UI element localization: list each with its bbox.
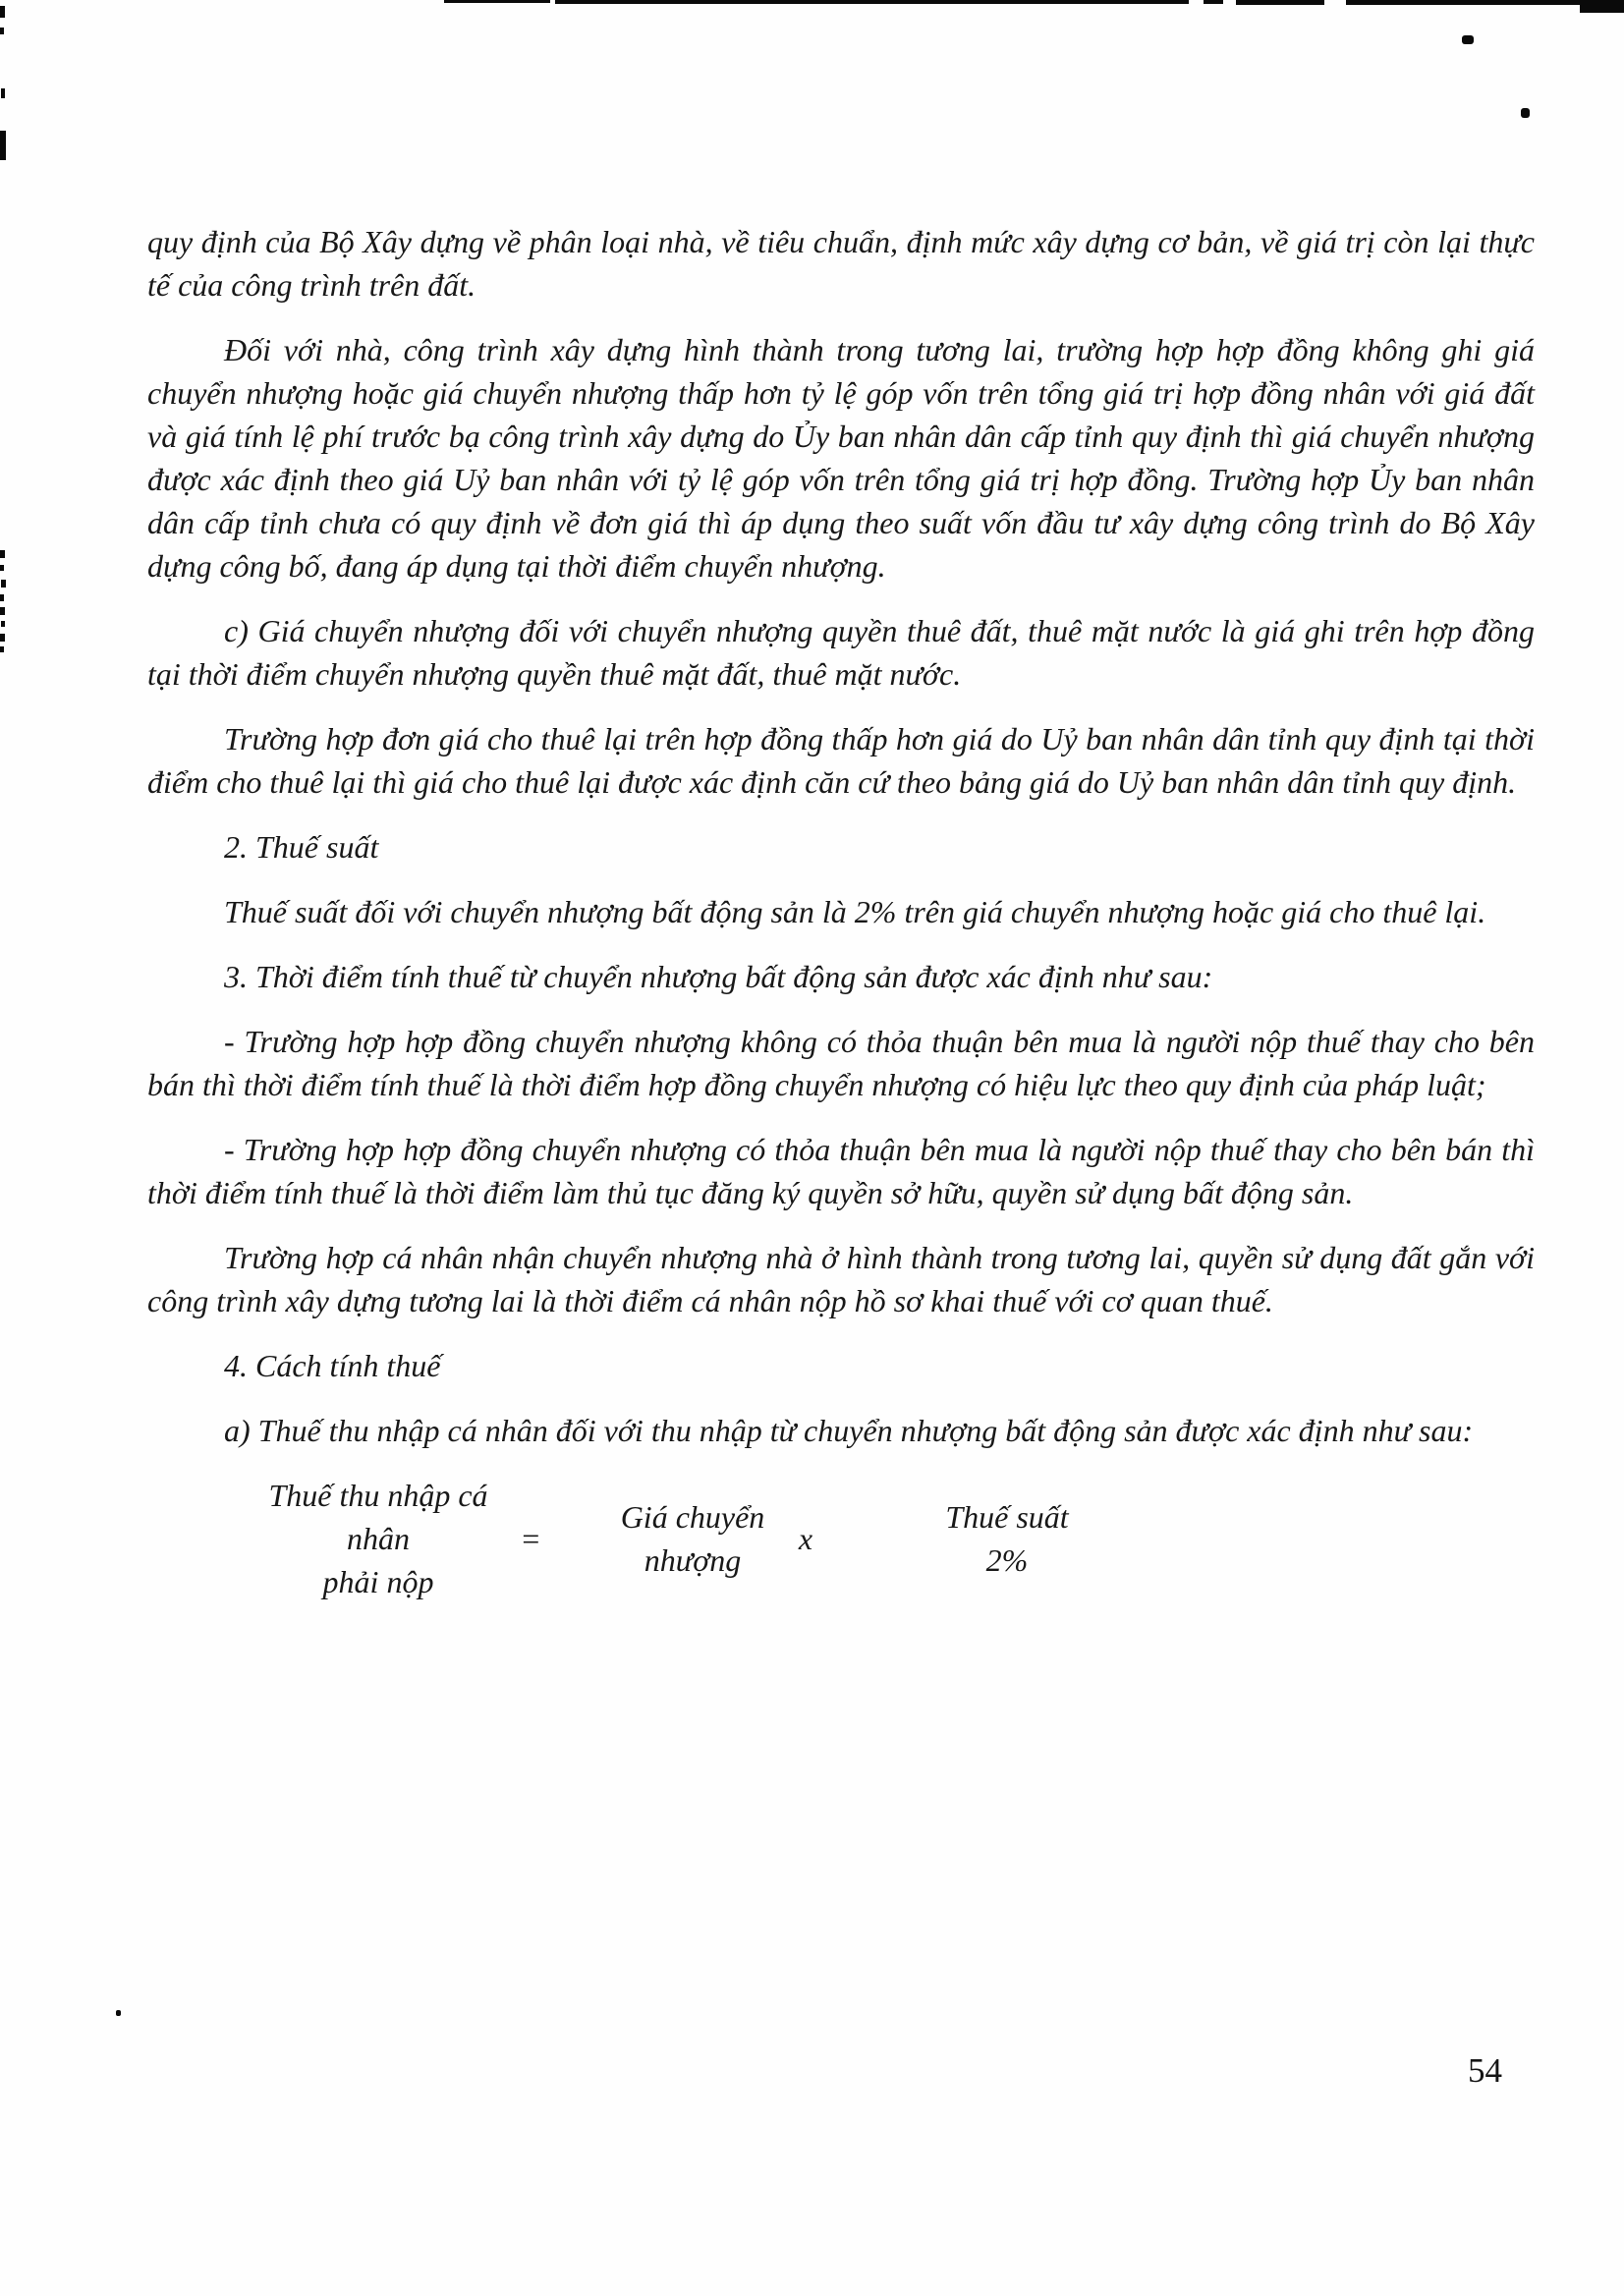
- scan-artifact-edge: [0, 594, 4, 601]
- scan-artifact-top-line: [1346, 0, 1582, 5]
- formula-rhs-line2: 2%: [985, 1542, 1029, 1578]
- scan-artifact-top-line: [1236, 0, 1324, 5]
- scan-artifact-top-corner: [1580, 0, 1624, 13]
- paragraph-point-a: a) Thuế thu nhập cá nhân đối với thu nhập từ chuyển nhượng bất động sản được xác định như sau:: [224, 1413, 1474, 1448]
- scan-artifact-top-line: [1204, 0, 1223, 4]
- paragraph: Trường hợp đơn giá cho thuê lại trên hợp đồng thấp hơn giá do Uỷ ban nhân dân tỉnh quy định tại thời điểm cho thuê lại thì giá cho thuê lại được xác định căn cứ theo bảng giá do Uỷ ban nhân dân tỉnh quy định.: [147, 721, 1535, 800]
- scan-artifact-edge: [0, 550, 5, 558]
- scan-artifact-top-line: [555, 0, 1189, 4]
- scan-artifact-speck: [1521, 108, 1530, 118]
- formula-mid: [619, 1495, 766, 1582]
- scan-artifact-edge: [0, 6, 5, 18]
- section-heading-3: 3. Thời điểm tính thuế từ chuyển nhượng bất động sản được xác định như sau:: [224, 959, 1213, 994]
- formula-mid-line2: nhượng: [644, 1542, 742, 1578]
- paragraph: Thuế suất đối với chuyển nhượng bất động sản là 2% trên giá chuyển nhượng hoặc giá cho thuê lại.: [224, 894, 1486, 929]
- scan-artifact-edge: [0, 131, 6, 160]
- formula-rhs: [924, 1495, 1091, 1582]
- paragraph-continuation: quy định của Bộ Xây dựng về phân loại nhà, về tiêu chuẩn, định mức xây dựng cơ bản, về giá trị còn lại thực tế của công trình trên đất.: [147, 224, 1535, 303]
- scan-artifact-edge: [0, 646, 4, 652]
- scan-artifact-edge: [1, 88, 5, 98]
- scan-artifact-edge: [1, 621, 5, 627]
- formula-lhs-line1: Thuế thu nhập cá nhân: [268, 1478, 488, 1556]
- tax-formula: [255, 1474, 1535, 1603]
- section-heading-2: 2. Thuế suất: [224, 829, 379, 865]
- paragraph: Đối với nhà, công trình xây dựng hình thành trong tương lai, trường hợp hợp đồng không ghi giá chuyển nhượng hoặc giá chuyển nhượng thấp hơn tỷ lệ góp vốn trên tổng giá trị hợp đồng nhân với giá đất và giá tính lệ phí trước bạ công trình xây dựng do Ủy ban nhân dân cấp tỉnh quy định thì giá chuyển nhượng được xác định theo giá Uỷ ban nhân với tỷ lệ góp vốn trên tổng giá trị hợp đồng. Trường hợp Ủy ban nhân dân cấp tỉnh chưa có quy định về đơn giá thì áp dụng theo suất vốn đầu tư xây dựng công trình do Bộ Xây dựng công bố, đang áp dụng tại thời điểm chuyển nhượng.: [147, 332, 1535, 584]
- formula-lhs: [255, 1474, 501, 1603]
- equals-sign: =: [520, 1521, 541, 1556]
- scan-artifact-speck: [116, 2010, 121, 2016]
- bullet-paragraph: - Trường hợp hợp đồng chuyển nhượng có thỏa thuận bên mua là người nộp thuế thay cho bên bán thì thời điểm tính thuế là thời điểm làm thủ tục đăng ký quyền sở hữu, quyền sử dụng bất động sản.: [147, 1132, 1535, 1210]
- paragraph: Trường hợp cá nhân nhận chuyển nhượng nhà ở hình thành trong tương lai, quyền sử dụng đất gắn với công trình xây dựng tương lai là thời điểm cá nhân nộp hồ sơ khai thuế với cơ quan thuế.: [147, 1240, 1535, 1318]
- scan-artifact-edge: [0, 607, 5, 615]
- scan-artifact-edge: [0, 634, 5, 642]
- formula-rhs-line1: Thuế suất: [945, 1499, 1069, 1535]
- page-number: 54: [1468, 2051, 1502, 2090]
- formula-mid-line1: Giá chuyển: [620, 1499, 765, 1535]
- scan-artifact-edge: [1, 580, 6, 588]
- scan-artifact-edge: [0, 28, 4, 34]
- scan-artifact-speck: [1462, 35, 1474, 44]
- formula-lhs-line2: phải nộp: [322, 1564, 434, 1599]
- paragraph-point-c: c) Giá chuyển nhượng đối với chuyển nhượng quyền thuê đất, thuê mặt nước là giá ghi trên hợp đồng tại thời điểm chuyển nhượng quyền thuê mặt đất, thuê mặt nước.: [147, 613, 1535, 692]
- multiply-sign: x: [798, 1521, 813, 1556]
- scan-artifact-top-line: [444, 0, 550, 3]
- scan-artifact-edge: [0, 565, 4, 571]
- section-heading-4: 4. Cách tính thuế: [224, 1348, 441, 1383]
- page-content: [147, 220, 1535, 1603]
- bullet-paragraph: - Trường hợp hợp đồng chuyển nhượng không có thỏa thuận bên mua là người nộp thuế thay cho bên bán thì thời điểm tính thuế là thời điểm hợp đồng chuyển nhượng có hiệu lực theo quy định của pháp luật;: [147, 1024, 1535, 1102]
